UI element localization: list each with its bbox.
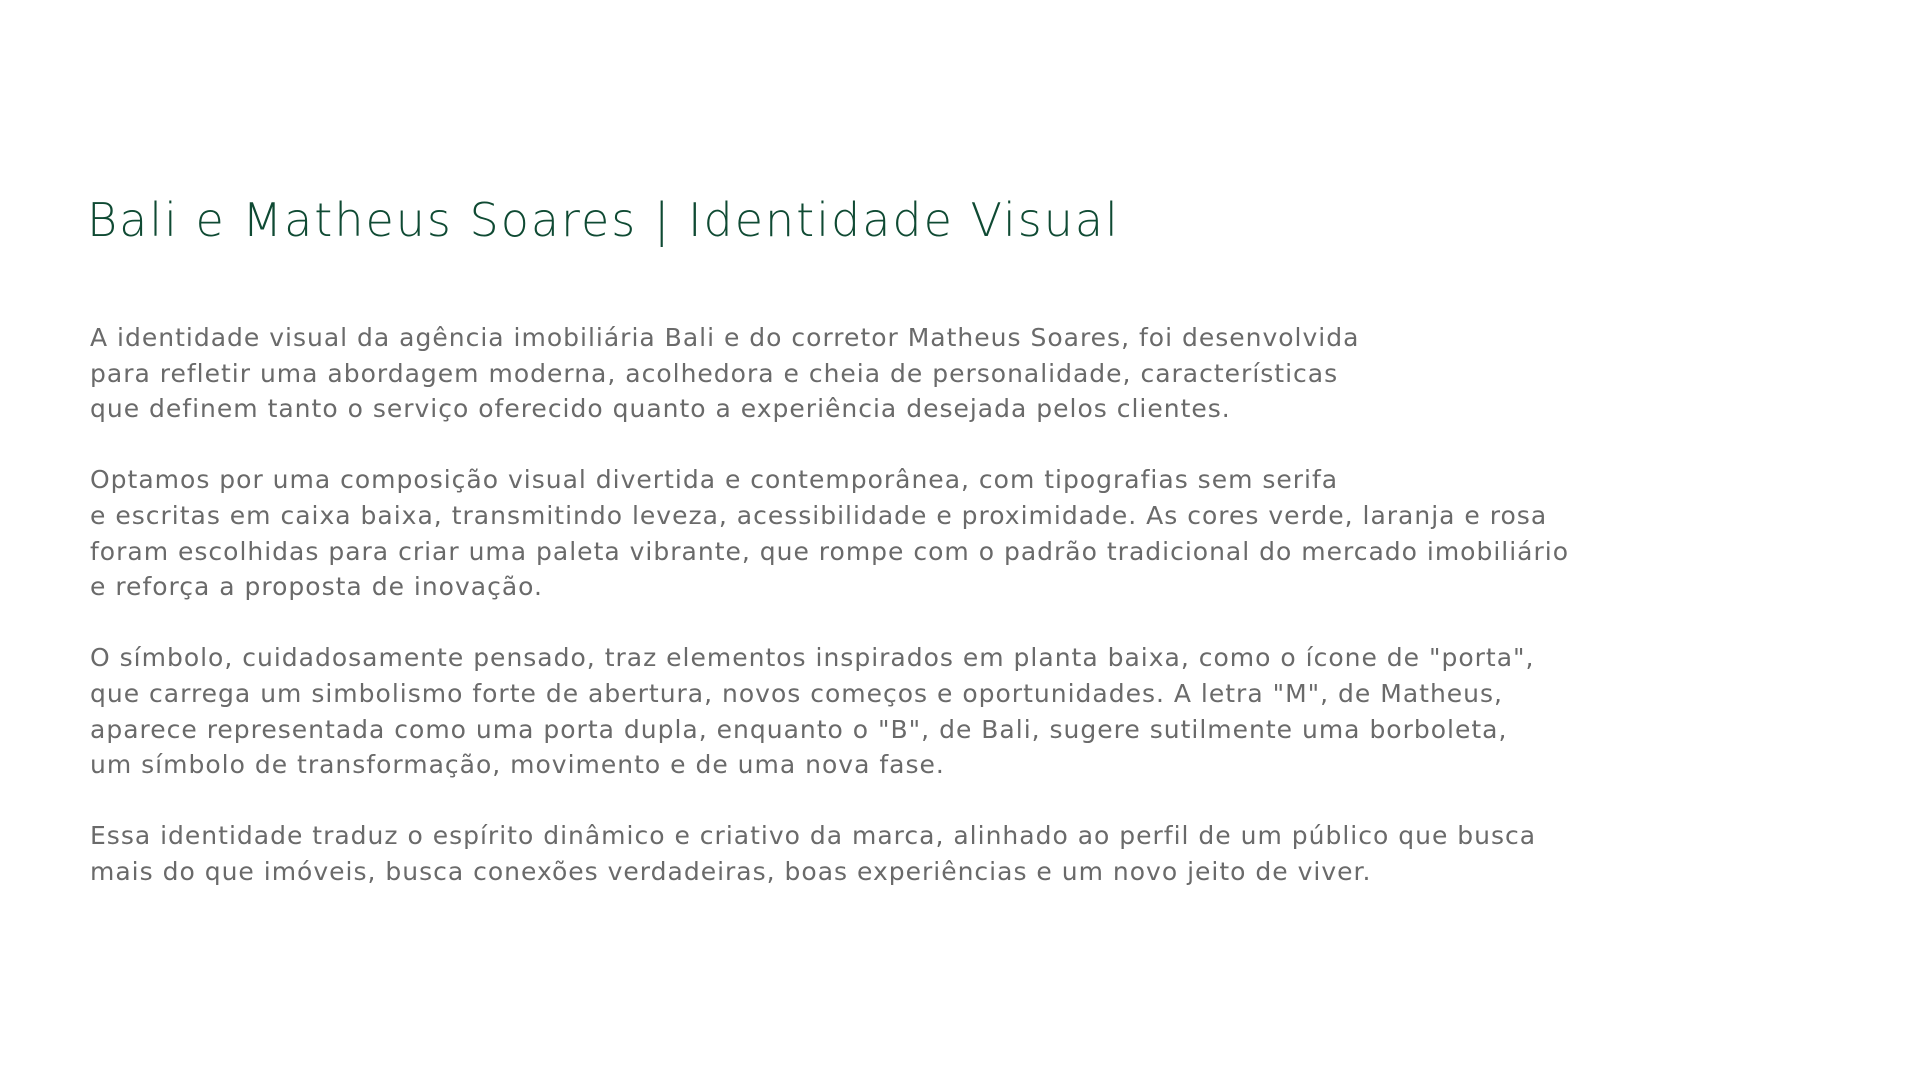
text-line: aparece representada como uma porta dupla, enquanto o "B", de Bali, sugere sutilmente uma borboleta, <box>90 714 1508 744</box>
paragraph-conclusion <box>90 818 1670 889</box>
page-title: Bali e Matheus Soares | Identidade Visual <box>87 193 1120 247</box>
paragraph-symbol <box>90 640 1670 782</box>
paragraph-composition <box>90 462 1670 604</box>
text-line: e reforça a proposta de inovação. <box>90 572 543 602</box>
text-line: Essa identidade traduz o espírito dinâmico e criativo da marca, alinhado ao perfil de um público que busca <box>90 821 1537 851</box>
text-line: mais do que imóveis, busca conexões verdadeiras, boas experiências e um novo jeito de viver. <box>90 856 1372 886</box>
text-line: que carrega um simbolismo forte de abertura, novos começos e oportunidades. A letra "M", de Matheus, <box>90 678 1503 708</box>
text-line: A identidade visual da agência imobiliária Bali e do corretor Matheus Soares, foi desenvolvida <box>90 323 1360 352</box>
text-line: O símbolo, cuidadosamente pensado, traz elementos inspirados em planta baixa, como o ícone de "porta", <box>90 643 1535 673</box>
text-line: para refletir uma abordagem moderna, acolhedora e cheia de personalidade, características <box>90 358 1339 388</box>
text-line: Optamos por uma composição visual divertida e contemporânea, com tipografias sem serifa <box>90 465 1339 495</box>
text-line: foram escolhidas para criar uma paleta vibrante, que rompe com o padrão tradicional do mercado imobiliário <box>90 536 1570 566</box>
paragraph-intro <box>90 320 1670 427</box>
text-line: um símbolo de transformação, movimento e de uma nova fase. <box>90 750 945 780</box>
text-line: e escritas em caixa baixa, transmitindo leveza, acessibilidade e proximidade. As cores verde, laranja e rosa <box>90 500 1548 530</box>
text-line: que definem tanto o serviço oferecido quanto a experiência desejada pelos clientes. <box>90 394 1231 424</box>
description-body <box>90 320 1670 925</box>
